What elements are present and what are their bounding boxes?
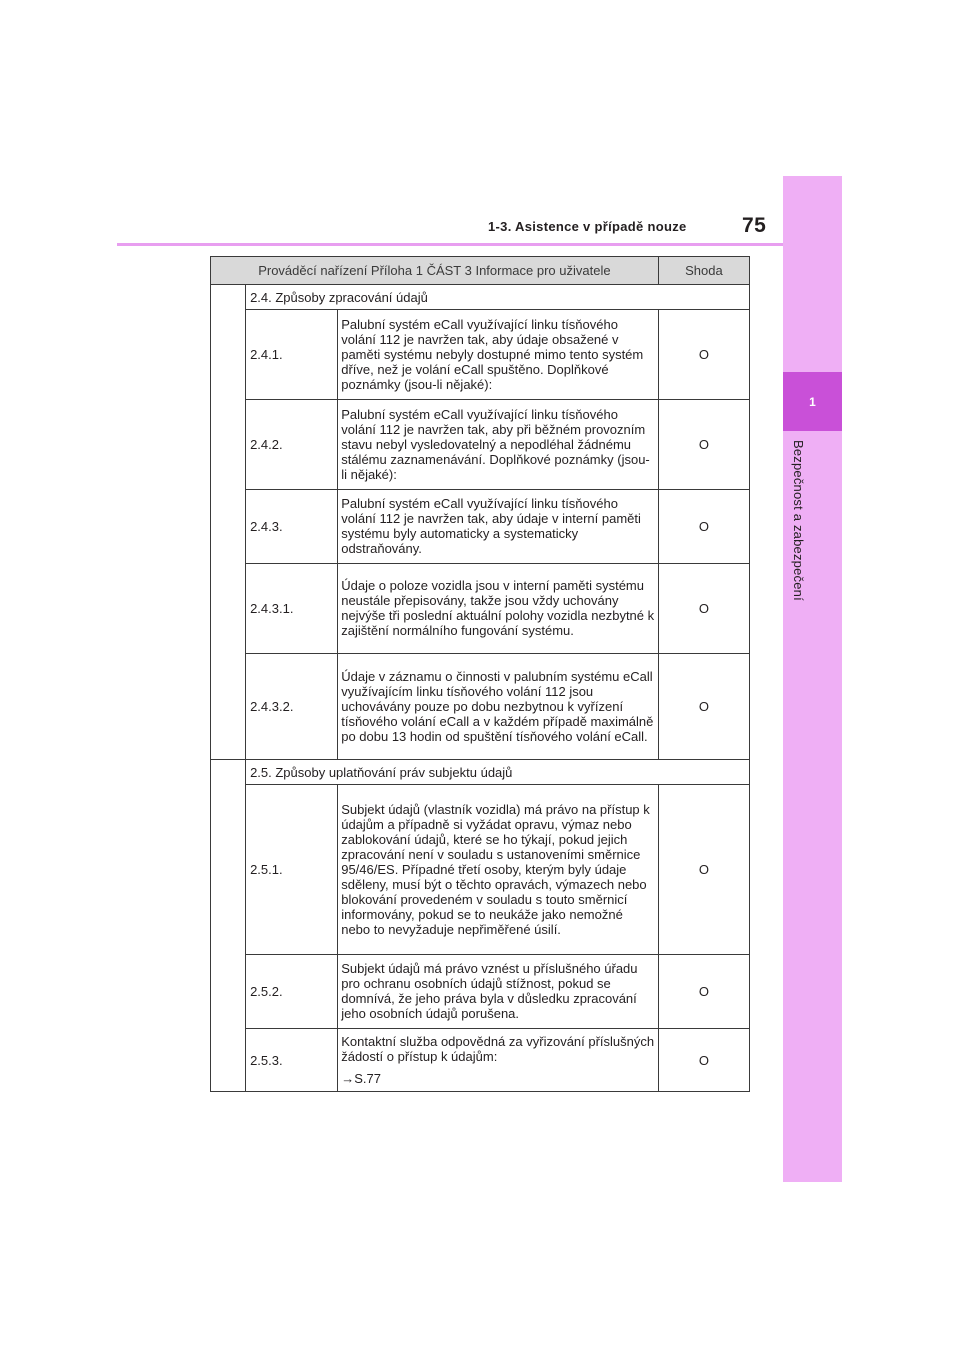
table-row [211, 490, 750, 564]
group-indent-cell [211, 285, 246, 760]
table-header-regulation: Prováděcí nařízení Příloha 1 ČÁST 3 Informace pro uživatele [211, 257, 659, 285]
row-text: Palubní systém eCall využívající linku tísňového volání 112 je navržen tak, aby údaje v interní paměti systému byly automaticky a systematicky odstraňovány. [338, 490, 659, 564]
chapter-number-box [783, 372, 842, 431]
table-row [211, 785, 750, 955]
table-row [211, 564, 750, 654]
row-text: Palubní systém eCall využívající linku tísňového volání 112 je navržen tak, aby při běžném provozním stavu nebyl vysledovatelný a nepodléhal žádnému stálému zaznamenávání. Doplňkové poznámky (jsou-li nějaké): [338, 400, 659, 490]
compliance-mark: O [658, 310, 749, 400]
table-header-compliance: Shoda [658, 257, 749, 285]
group-indent-cell [211, 760, 246, 1092]
chapter-side-tab [783, 176, 842, 1182]
table-row [211, 400, 750, 490]
group-title: 2.4. Způsoby zpracování údajů [246, 285, 750, 310]
compliance-mark: O [658, 654, 749, 760]
group-title-row [211, 760, 750, 785]
table-header-row [211, 257, 750, 285]
section-title: 1-3. Asistence v případě nouze [488, 219, 687, 234]
row-number: 2.4.3. [246, 490, 338, 564]
compliance-mark: O [658, 564, 749, 654]
row-text: Subjekt údajů (vlastník vozidla) má právo na přístup k údajům a případně si vyžádat opravu, výmaz nebo zablokování údajů, které se ho týkají, pokud jejich zpracování není v souladu s ustanoveními směrnice 95/46/ES. Případné třetí osoby, kterým byly údaje sděleny, musí být o těchto opravách, výmazech nebo blokování provedeném v souladu s touto směrnicí informovány, pokud se to neukáže jako nemožné nebo to nevyžaduje nepřiměřené úsilí. [338, 785, 659, 955]
compliance-mark: O [658, 955, 749, 1029]
row-number: 2.4.1. [246, 310, 338, 400]
group-title-row [211, 285, 750, 310]
compliance-mark: O [658, 785, 749, 955]
chapter-number: 1 [809, 394, 816, 409]
group-title: 2.5. Způsoby uplatňování práv subjektu údajů [246, 760, 750, 785]
table-row [211, 1029, 750, 1092]
row-number: 2.4.3.2. [246, 654, 338, 760]
compliance-mark: O [658, 400, 749, 490]
header-rule [117, 243, 783, 246]
chapter-label: Bezpečnost a zabezpečení [791, 440, 806, 601]
table-row [211, 654, 750, 760]
row-text-body: Kontaktní služba odpovědná za vyřizování příslušných žádostí o přístup k údajům: [341, 1033, 655, 1064]
page-number: 75 [742, 214, 767, 237]
requirements-table [210, 256, 750, 1092]
compliance-mark: O [658, 490, 749, 564]
row-text: Palubní systém eCall využívající linku tísňového volání 112 je navržen tak, aby údaje obsažené v paměti systému nebyly dostupné mimo tento systém dříve, než je volání eCall spuštěno. Doplňkové poznámky (jsou-li nějaké): [338, 310, 659, 400]
row-number: 2.5.1. [246, 785, 338, 955]
table-row [211, 310, 750, 400]
row-text: Údaje o poloze vozidla jsou v interní paměti systému neustále přepisovány, takže jsou vždy uchovány nejvýše tři poslední aktuální polohy vozidla nezbytné k zajištění normálního fungování systému. [338, 564, 659, 654]
compliance-mark: O [658, 1029, 749, 1092]
table-row [211, 955, 750, 1029]
row-number: 2.4.3.1. [246, 564, 338, 654]
row-number: 2.4.2. [246, 400, 338, 490]
row-number: 2.5.3. [246, 1029, 338, 1092]
row-text [338, 1029, 659, 1092]
row-text: Údaje v záznamu o činnosti v palubním systému eCall využívajícím linku tísňového volání 112 jsou uchovávány pouze po dobu nezbytnou k vyřízení tísňového volání eCall a v každém případě maximálně po dobu 13 hodin od spuštění tísňového volání eCall. [338, 654, 659, 760]
page-reference-link[interactable]: →S.77 [341, 1070, 381, 1086]
row-number: 2.5.2. [246, 955, 338, 1029]
row-text: Subjekt údajů má právo vznést u příslušného úřadu pro ochranu osobních údajů stížnost, pokud se domnívá, že jeho práva byla v důsledku zpracování jeho osobních údajů porušena. [338, 955, 659, 1029]
